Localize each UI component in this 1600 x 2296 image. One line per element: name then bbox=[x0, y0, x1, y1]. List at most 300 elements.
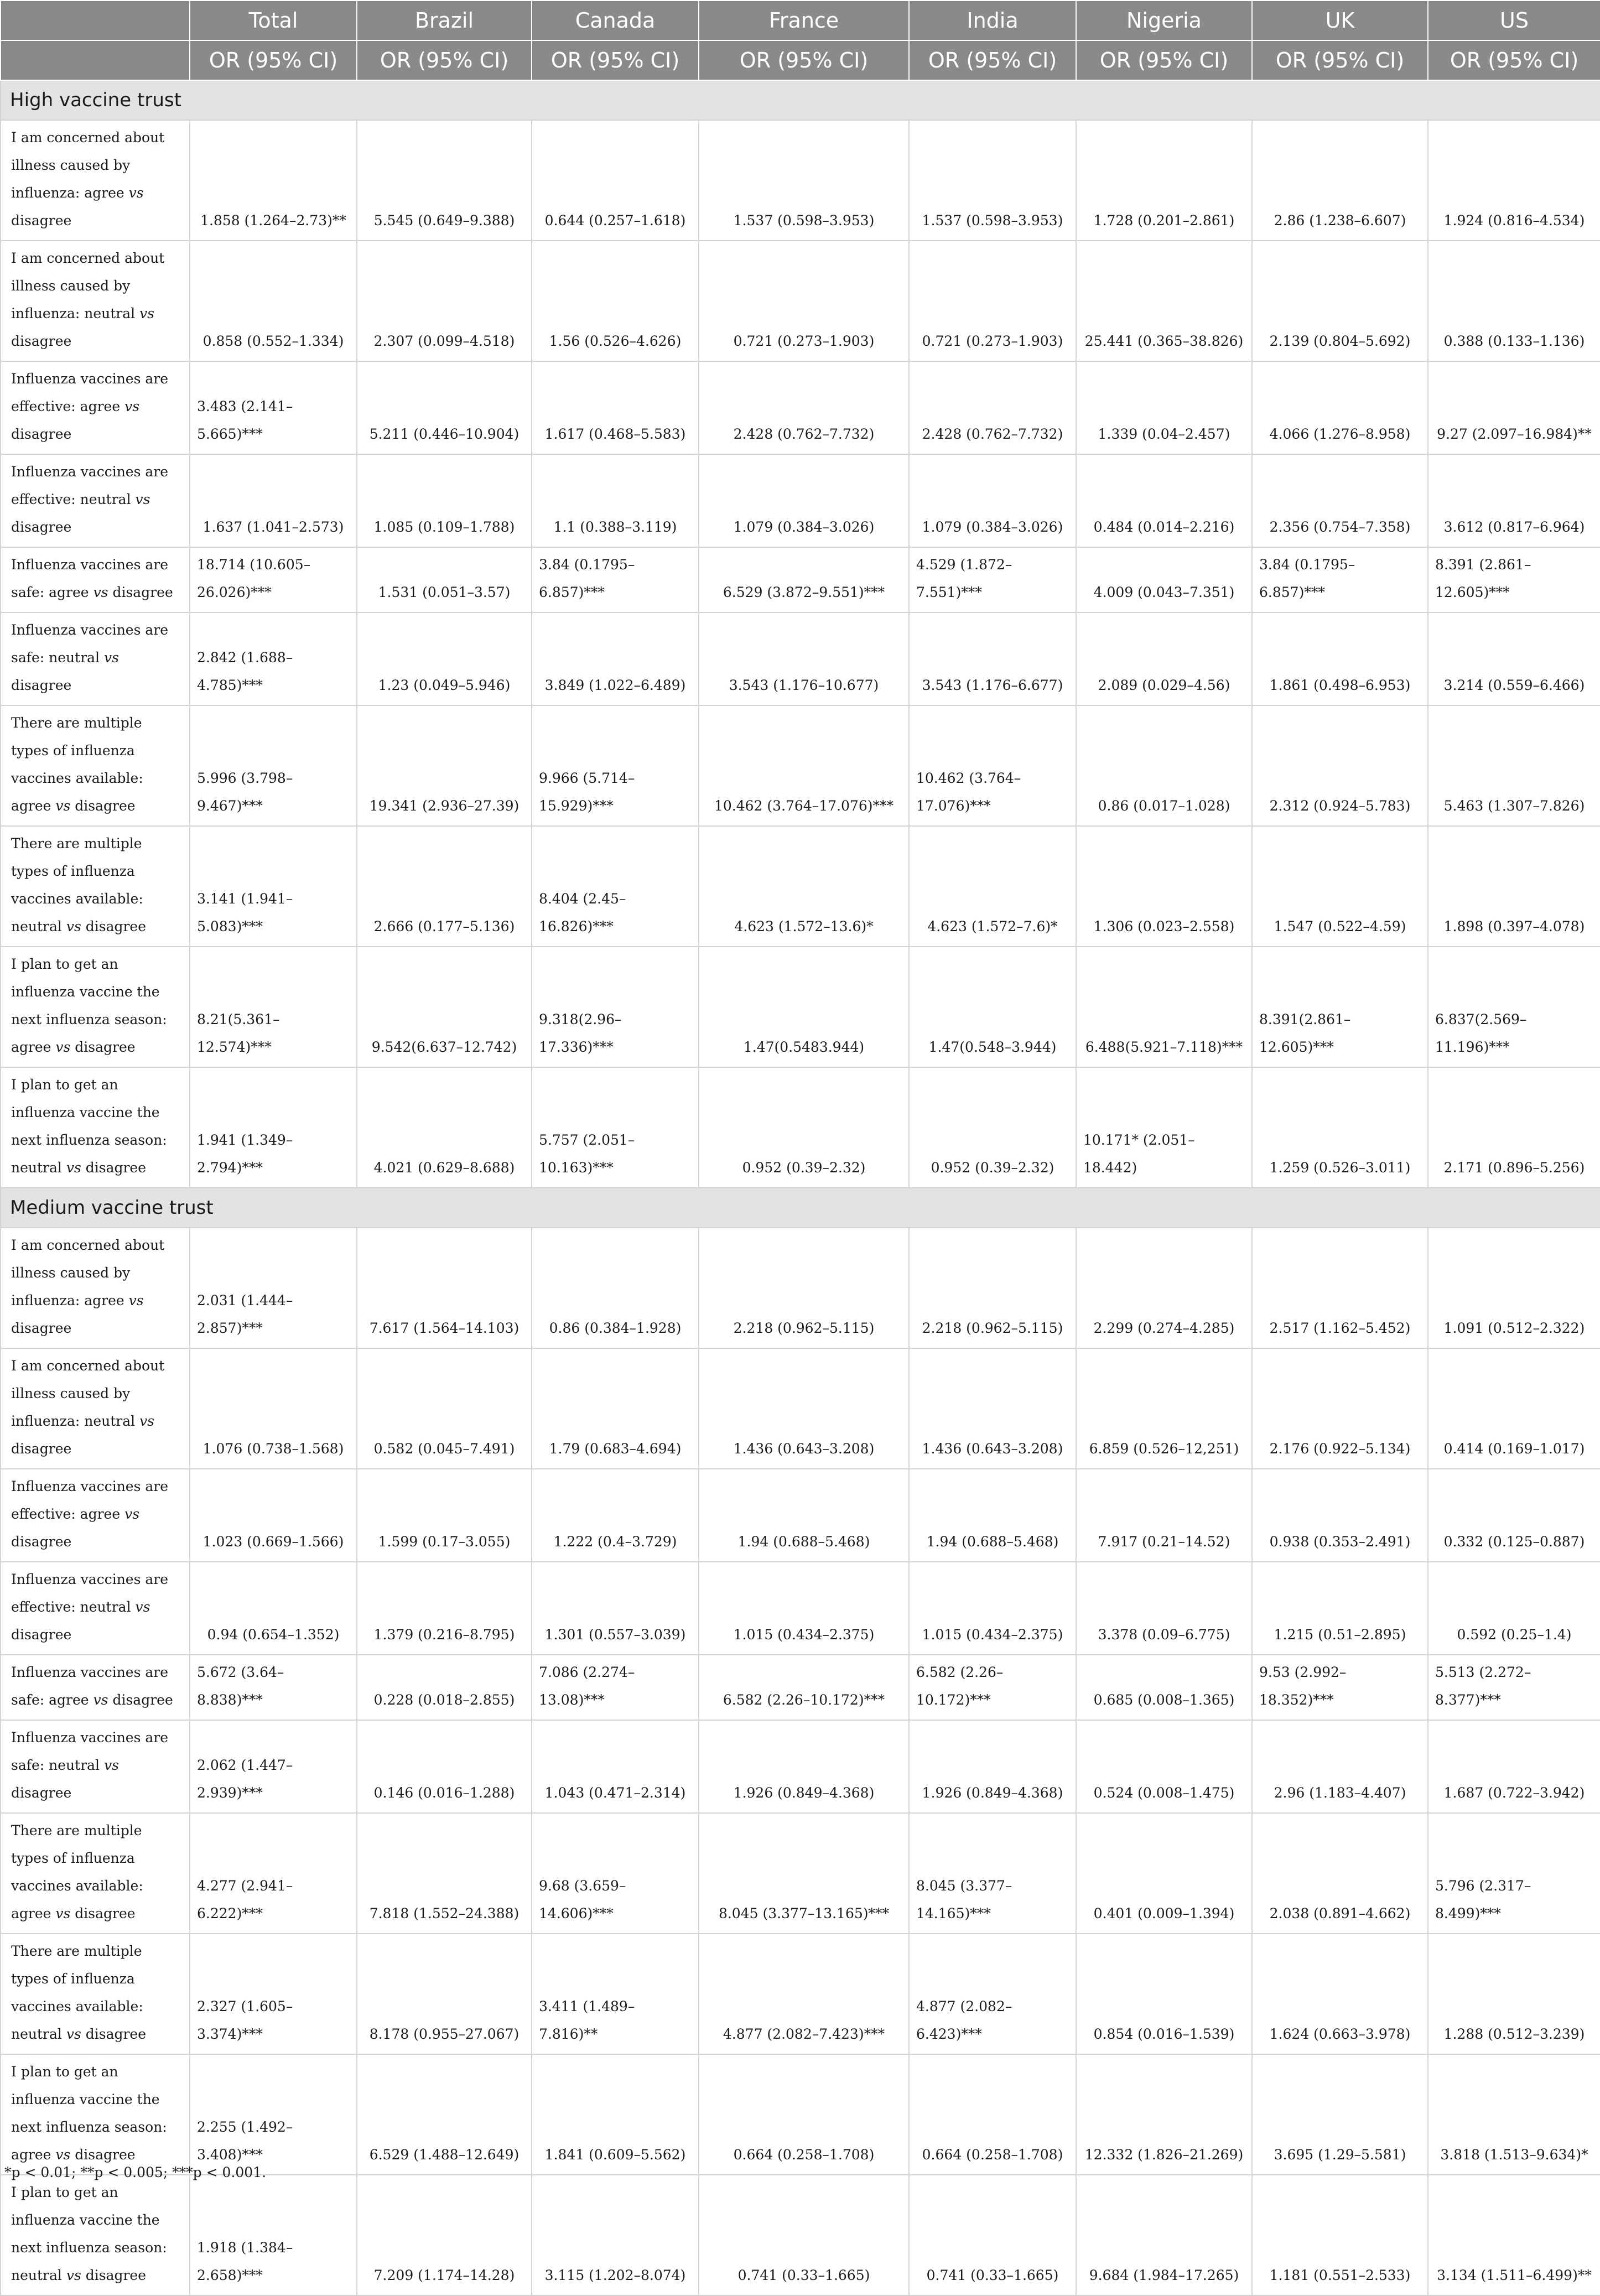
odds-ratio-value: 1.56 (0.526–4.626) bbox=[549, 333, 682, 349]
odds-ratio-value: 0.582 (0.045–7.491) bbox=[373, 1441, 515, 1457]
table-cell bbox=[909, 705, 1076, 826]
odds-ratio-value: 2.139 (0.804–5.692) bbox=[1269, 333, 1411, 349]
table-cell bbox=[357, 1228, 532, 1348]
row-label: Influenza vaccines are effective: agree vs disagree bbox=[1, 361, 190, 454]
vs-italic: vs bbox=[66, 1160, 81, 1176]
odds-ratio-value: 4.021 (0.629–8.688) bbox=[373, 1160, 515, 1176]
row-label: There are multiple types of influenza vaccines available: agree vs disagree bbox=[1, 1813, 190, 1934]
odds-ratio-value: 0.146 (0.016–1.288) bbox=[373, 1785, 515, 1801]
odds-ratio-value: 9.27 (2.097–16.984)** bbox=[1437, 426, 1592, 442]
table-cell bbox=[909, 1562, 1076, 1655]
odds-ratio-value: 5.513 (2.272–8.377)*** bbox=[1435, 1664, 1531, 1708]
odds-ratio-value: 7.917 (0.21–14.52) bbox=[1098, 1534, 1230, 1550]
table-cell bbox=[1076, 947, 1252, 1067]
table-cell bbox=[909, 612, 1076, 705]
table-cell bbox=[1252, 241, 1428, 361]
table-cell bbox=[357, 2054, 532, 2175]
vs-italic: vs bbox=[104, 650, 119, 666]
table-cell bbox=[699, 612, 909, 705]
table-cell bbox=[1252, 1469, 1428, 1562]
odds-ratio-value: 1.1 (0.388–3.119) bbox=[553, 519, 677, 535]
odds-ratio-value: 3.483 (2.141–5.665)*** bbox=[197, 398, 293, 442]
table-row bbox=[1, 612, 1600, 705]
row-label: I plan to get an influenza vaccine the next influenza season: neutral vs disagree bbox=[1, 2175, 190, 2295]
row-label: Influenza vaccines are safe: neutral vs disagree bbox=[1, 1720, 190, 1813]
row-label: I plan to get an influenza vaccine the next influenza season: agree vs disagree bbox=[1, 947, 190, 1067]
table-cell bbox=[1252, 947, 1428, 1067]
odds-ratio-value: 4.277 (2.941–6.222)*** bbox=[197, 1878, 293, 1921]
odds-ratio-value: 1.637 (1.041–2.573) bbox=[202, 519, 344, 535]
odds-ratio-value: 0.741 (0.33–1.665) bbox=[737, 2267, 870, 2283]
table-cell bbox=[1076, 826, 1252, 947]
table-cell bbox=[1428, 1228, 1600, 1348]
odds-ratio-value: 4.877 (2.082–6.423)*** bbox=[916, 1998, 1012, 2042]
table-cell bbox=[699, 705, 909, 826]
table-cell bbox=[1076, 612, 1252, 705]
table-cell bbox=[532, 1655, 699, 1720]
table-cell bbox=[699, 826, 909, 947]
table-cell bbox=[1252, 705, 1428, 826]
odds-ratio-value: 1.076 (0.738–1.568) bbox=[202, 1441, 344, 1457]
odds-ratio-value: 1.94 (0.688–5.468) bbox=[737, 1534, 870, 1550]
odds-ratio-value: 0.952 (0.39–2.32) bbox=[931, 1160, 1054, 1176]
odds-ratio-value: 9.53 (2.992–18.352)*** bbox=[1259, 1664, 1347, 1708]
odds-ratio-value: 8.404 (2.45–16.826)*** bbox=[539, 891, 626, 934]
odds-ratio-value: 1.924 (0.816–4.534) bbox=[1443, 212, 1585, 228]
table-row bbox=[1, 361, 1600, 454]
odds-ratio-value: 0.721 (0.273–1.903) bbox=[922, 333, 1063, 349]
odds-ratio-value: 6.582 (2.26–10.172)*** bbox=[916, 1664, 1004, 1708]
table-cell bbox=[1428, 454, 1600, 547]
odds-ratio-value: 1.339 (0.04–2.457) bbox=[1098, 426, 1230, 442]
odds-ratio-value: 1.085 (0.109–1.788) bbox=[373, 519, 515, 535]
odds-ratio-value: 0.401 (0.009–1.394) bbox=[1093, 1905, 1235, 1921]
table-cell bbox=[1252, 826, 1428, 947]
table-cell bbox=[909, 1934, 1076, 2054]
table-cell bbox=[357, 1348, 532, 1469]
table-cell bbox=[532, 1469, 699, 1562]
odds-ratio-value: 5.545 (0.649–9.388) bbox=[373, 212, 515, 228]
column-header: Canada bbox=[532, 1, 699, 40]
odds-ratio-value: 1.94 (0.688–5.468) bbox=[926, 1534, 1059, 1550]
odds-ratio-value: 1.926 (0.849–4.368) bbox=[733, 1785, 875, 1801]
odds-ratio-value: 4.623 (1.572–13.6)* bbox=[734, 918, 874, 934]
odds-ratio-value: 0.685 (0.008–1.365) bbox=[1093, 1692, 1235, 1708]
table-cell bbox=[699, 120, 909, 241]
significance-footnote: *p < 0.01; **p < 0.005; ***p < 0.001. bbox=[4, 2164, 267, 2180]
table-cell bbox=[1252, 1655, 1428, 1720]
odds-ratio-value: 0.388 (0.133–1.136) bbox=[1443, 333, 1585, 349]
odds-ratio-value: 25.441 (0.365–38.826) bbox=[1084, 333, 1244, 349]
table-cell bbox=[909, 1067, 1076, 1188]
odds-ratio-value: 4.009 (0.043–7.351) bbox=[1093, 584, 1235, 600]
vs-italic: vs bbox=[66, 2026, 81, 2042]
odds-ratio-value: 2.176 (0.922–5.134) bbox=[1269, 1441, 1411, 1457]
odds-ratio-value: 1.537 (0.598–3.953) bbox=[922, 212, 1063, 228]
odds-ratio-value: 3.134 (1.511–6.499)** bbox=[1437, 2267, 1592, 2283]
vs-italic: vs bbox=[128, 1292, 144, 1308]
odds-ratio-value: 5.672 (3.64–8.838)*** bbox=[197, 1664, 284, 1708]
table-cell bbox=[909, 2054, 1076, 2175]
odds-ratio-value: 9.68 (3.659–14.606)*** bbox=[539, 1878, 626, 1921]
table-cell bbox=[532, 454, 699, 547]
odds-ratio-value: 0.644 (0.257–1.618) bbox=[544, 212, 686, 228]
table-row bbox=[1, 1720, 1600, 1813]
table-cell bbox=[190, 241, 357, 361]
table-cell bbox=[699, 1934, 909, 2054]
odds-ratio-value: 7.209 (1.174–14.28) bbox=[373, 2267, 515, 2283]
table-cell bbox=[190, 1655, 357, 1720]
column-header: OR (95% CI) bbox=[190, 40, 357, 80]
table-cell bbox=[699, 1720, 909, 1813]
table-cell bbox=[1252, 120, 1428, 241]
vs-italic: vs bbox=[66, 2267, 81, 2283]
table-cell bbox=[699, 1348, 909, 1469]
odds-ratio-value: 3.141 (1.941–5.083)*** bbox=[197, 891, 293, 934]
odds-ratio-value: 2.327 (1.605–3.374)*** bbox=[197, 1998, 293, 2042]
odds-ratio-value: 2.96 (1.183–4.407) bbox=[1274, 1785, 1406, 1801]
odds-ratio-value: 1.687 (0.722–3.942) bbox=[1443, 1785, 1585, 1801]
row-label: I am concerned about illness caused by influenza: neutral vs disagree bbox=[1, 241, 190, 361]
table-cell bbox=[1076, 1934, 1252, 2054]
odds-ratio-value: 2.218 (0.962–5.115) bbox=[922, 1320, 1063, 1336]
table-cell bbox=[1252, 1067, 1428, 1188]
table-cell bbox=[190, 2054, 357, 2175]
column-header: Total bbox=[190, 1, 357, 40]
odds-ratio-value: 6.837(2.569–11.196)*** bbox=[1435, 1011, 1527, 1055]
table-cell bbox=[909, 454, 1076, 547]
table-cell bbox=[1076, 1562, 1252, 1655]
odds-ratio-value: 1.436 (0.643–3.208) bbox=[733, 1441, 875, 1457]
table-row bbox=[1, 705, 1600, 826]
table-cell bbox=[190, 1934, 357, 2054]
odds-ratio-value: 2.356 (0.754–7.358) bbox=[1269, 519, 1411, 535]
odds-ratio-value: 6.529 (3.872–9.551)*** bbox=[723, 584, 885, 600]
row-label: Influenza vaccines are safe: neutral vs disagree bbox=[1, 612, 190, 705]
table-cell bbox=[532, 547, 699, 612]
odds-ratio-value: 6.488(5.921–7.118)*** bbox=[1085, 1039, 1243, 1055]
table-cell bbox=[357, 241, 532, 361]
odds-ratio-value: 8.178 (0.955–27.067) bbox=[369, 2026, 520, 2042]
row-label: I am concerned about illness caused by influenza: neutral vs disagree bbox=[1, 1348, 190, 1469]
odds-ratio-value: 3.849 (1.022–6.489) bbox=[544, 677, 686, 693]
odds-ratio-value: 2.307 (0.099–4.518) bbox=[373, 333, 515, 349]
table-cell bbox=[699, 1228, 909, 1348]
odds-ratio-value: 5.796 (2.317–8.499)*** bbox=[1435, 1878, 1531, 1921]
table-cell bbox=[909, 1813, 1076, 1934]
table-cell bbox=[532, 1562, 699, 1655]
table-cell bbox=[1076, 1469, 1252, 1562]
header-row2 bbox=[1, 40, 1600, 80]
table-row bbox=[1, 547, 1600, 612]
vs-italic: vs bbox=[124, 398, 140, 414]
odds-ratio-value: 5.211 (0.446–10.904) bbox=[369, 426, 520, 442]
odds-ratio-value: 12.332 (1.826–21.269) bbox=[1084, 2147, 1244, 2163]
table-cell bbox=[1252, 547, 1428, 612]
odds-ratio-value: 1.79 (0.683–4.694) bbox=[549, 1441, 682, 1457]
table-cell bbox=[699, 1655, 909, 1720]
odds-ratio-value: 10.462 (3.764–17.076)*** bbox=[714, 798, 893, 814]
table-cell bbox=[909, 1228, 1076, 1348]
table-cell bbox=[909, 241, 1076, 361]
table-cell bbox=[1076, 454, 1252, 547]
table-cell bbox=[1076, 1228, 1252, 1348]
odds-ratio-value: 1.841 (0.609–5.562) bbox=[544, 2147, 686, 2163]
table-row bbox=[1, 1348, 1600, 1469]
odds-ratio-value: 4.529 (1.872–7.551)*** bbox=[916, 557, 1012, 600]
table-cell bbox=[699, 454, 909, 547]
table-cell bbox=[909, 826, 1076, 947]
odds-ratio-value: 2.218 (0.962–5.115) bbox=[733, 1320, 875, 1336]
row-label: Influenza vaccines are effective: neutral vs disagree bbox=[1, 454, 190, 547]
odds-ratio-value: 6.582 (2.26–10.172)*** bbox=[723, 1692, 885, 1708]
table-cell bbox=[1428, 361, 1600, 454]
odds-ratio-value: 0.228 (0.018–2.855) bbox=[373, 1692, 515, 1708]
table-cell bbox=[190, 454, 357, 547]
table-cell bbox=[909, 1469, 1076, 1562]
table-row bbox=[1, 1469, 1600, 1562]
odds-ratio-value: 1.926 (0.849–4.368) bbox=[922, 1785, 1063, 1801]
table-cell bbox=[532, 947, 699, 1067]
odds-ratio-value: 2.038 (0.891–4.662) bbox=[1269, 1905, 1411, 1921]
table-cell bbox=[532, 826, 699, 947]
section-row bbox=[1, 80, 1600, 120]
table-cell bbox=[1428, 547, 1600, 612]
odds-ratio-value: 1.23 (0.049–5.946) bbox=[378, 677, 511, 693]
odds-ratio-value: 4.066 (1.276–8.958) bbox=[1269, 426, 1411, 442]
section-title: High vaccine trust bbox=[1, 80, 1600, 120]
table-row bbox=[1, 454, 1600, 547]
table-cell bbox=[1252, 361, 1428, 454]
table-cell bbox=[699, 547, 909, 612]
column-header: OR (95% CI) bbox=[357, 40, 532, 80]
table-cell bbox=[190, 1720, 357, 1813]
table-cell bbox=[1252, 2054, 1428, 2175]
vs-italic: vs bbox=[135, 491, 150, 507]
table-cell bbox=[699, 1067, 909, 1188]
odds-ratio-value: 1.617 (0.468–5.583) bbox=[544, 426, 686, 442]
row-label: There are multiple types of influenza vaccines available: agree vs disagree bbox=[1, 705, 190, 826]
table-cell bbox=[190, 612, 357, 705]
table-row bbox=[1, 1655, 1600, 1720]
odds-ratio-value: 10.462 (3.764–17.076)*** bbox=[916, 770, 1021, 814]
odds-ratio-value: 8.045 (3.377–13.165)*** bbox=[718, 1905, 890, 1921]
table-cell bbox=[357, 1469, 532, 1562]
odds-ratio-value: 9.542(6.637–12.742) bbox=[371, 1039, 517, 1055]
table-cell bbox=[532, 612, 699, 705]
table-cell bbox=[1428, 241, 1600, 361]
odds-ratio-value: 5.757 (2.051–10.163)*** bbox=[539, 1132, 635, 1176]
table-row bbox=[1, 2175, 1600, 2295]
table-cell bbox=[1428, 1813, 1600, 1934]
vs-italic: vs bbox=[55, 1905, 71, 1921]
row-label: There are multiple types of influenza vaccines available: neutral vs disagree bbox=[1, 1934, 190, 2054]
odds-ratio-value: 2.255 (1.492–3.408)*** bbox=[197, 2119, 293, 2163]
odds-ratio-value: 3.543 (1.176–6.677) bbox=[922, 677, 1063, 693]
table-row bbox=[1, 826, 1600, 947]
table-cell bbox=[699, 947, 909, 1067]
table-cell bbox=[1428, 1562, 1600, 1655]
odds-ratio-value: 2.299 (0.274–4.285) bbox=[1093, 1320, 1235, 1336]
table-cell bbox=[1076, 120, 1252, 241]
odds-ratio-value: 0.858 (0.552–1.334) bbox=[202, 333, 344, 349]
odds-ratio-value: 1.624 (0.663–3.978) bbox=[1269, 2026, 1411, 2042]
odds-ratio-value: 0.741 (0.33–1.665) bbox=[926, 2267, 1059, 2283]
table-cell bbox=[1428, 1655, 1600, 1720]
odds-ratio-value: 3.84 (0.1795–6.857)*** bbox=[539, 557, 635, 600]
odds-ratio-value: 1.181 (0.551–2.533) bbox=[1269, 2267, 1411, 2283]
odds-ratio-value: 2.062 (1.447–2.939)*** bbox=[197, 1757, 293, 1801]
table-cell bbox=[1252, 1934, 1428, 2054]
vs-italic: vs bbox=[124, 1506, 140, 1522]
vs-italic: vs bbox=[55, 1039, 71, 1055]
odds-ratio-value: 7.086 (2.274–13.08)*** bbox=[539, 1664, 635, 1708]
table-cell bbox=[532, 241, 699, 361]
section-title: Medium vaccine trust bbox=[1, 1188, 1600, 1228]
table-cell bbox=[190, 826, 357, 947]
table-cell bbox=[699, 2054, 909, 2175]
table-cell bbox=[1076, 1348, 1252, 1469]
column-header: India bbox=[909, 1, 1076, 40]
odds-ratio-value: 5.996 (3.798–9.467)*** bbox=[197, 770, 293, 814]
table-cell bbox=[1428, 1720, 1600, 1813]
table-cell bbox=[190, 120, 357, 241]
odds-ratio-value: 10.171* (2.051–18.442) bbox=[1083, 1132, 1195, 1176]
table-cell bbox=[357, 1655, 532, 1720]
row-label: Influenza vaccines are effective: agree vs disagree bbox=[1, 1469, 190, 1562]
vs-italic: vs bbox=[139, 1413, 155, 1429]
table-cell bbox=[190, 1469, 357, 1562]
table-cell bbox=[1428, 2054, 1600, 2175]
odds-ratio-value: 0.86 (0.384–1.928) bbox=[549, 1320, 682, 1336]
odds-ratio-value: 1.306 (0.023–2.558) bbox=[1093, 918, 1235, 934]
odds-ratio-value: 19.341 (2.936–27.39) bbox=[369, 798, 520, 814]
table-cell bbox=[1252, 2175, 1428, 2295]
odds-ratio-value: 1.215 (0.51–2.895) bbox=[1274, 1627, 1406, 1643]
odds-ratio-value: 2.171 (0.896–5.256) bbox=[1443, 1160, 1585, 1176]
table-cell bbox=[357, 612, 532, 705]
column-header: Brazil bbox=[357, 1, 532, 40]
odds-ratio-value: 6.529 (1.488–12.649) bbox=[369, 2147, 520, 2163]
table-cell bbox=[532, 1720, 699, 1813]
odds-ratio-value: 1.301 (0.557–3.039) bbox=[544, 1627, 686, 1643]
odds-ratio-value: 2.842 (1.688–4.785)*** bbox=[197, 650, 293, 693]
table-cell bbox=[1428, 1067, 1600, 1188]
table-cell bbox=[1076, 547, 1252, 612]
table-cell bbox=[1252, 1348, 1428, 1469]
table-cell bbox=[357, 454, 532, 547]
odds-ratio-value: 0.938 (0.353–2.491) bbox=[1269, 1534, 1411, 1550]
table-row bbox=[1, 1562, 1600, 1655]
odds-ratio-value: 1.918 (1.384–2.658)*** bbox=[197, 2240, 293, 2283]
table-cell bbox=[532, 1348, 699, 1469]
table-cell bbox=[909, 1655, 1076, 1720]
table-cell bbox=[1428, 120, 1600, 241]
table-cell bbox=[190, 1813, 357, 1934]
odds-ratio-value: 2.089 (0.029–4.56) bbox=[1098, 677, 1230, 693]
vs-italic: vs bbox=[93, 1692, 108, 1708]
table-cell bbox=[532, 2175, 699, 2295]
odds-ratio-value: 1.531 (0.051–3.57) bbox=[378, 584, 511, 600]
odds-ratio-value: 5.463 (1.307–7.826) bbox=[1443, 798, 1585, 814]
odds-ratio-value: 3.411 (1.489–7.816)** bbox=[539, 1998, 635, 2042]
table-cell bbox=[1252, 612, 1428, 705]
odds-ratio-value: 0.484 (0.014–2.216) bbox=[1093, 519, 1235, 535]
odds-ratio-value: 1.079 (0.384–3.026) bbox=[922, 519, 1063, 535]
table-cell bbox=[1076, 2175, 1252, 2295]
column-header: Nigeria bbox=[1076, 1, 1252, 40]
odds-ratio-value: 0.664 (0.258–1.708) bbox=[733, 2147, 875, 2163]
odds-ratio-value: 1.861 (0.498–6.953) bbox=[1269, 677, 1411, 693]
table-cell bbox=[357, 2175, 532, 2295]
column-header: OR (95% CI) bbox=[699, 40, 909, 80]
table-cell bbox=[190, 1228, 357, 1348]
odds-ratio-value: 1.091 (0.512–2.322) bbox=[1443, 1320, 1585, 1336]
odds-ratio-value: 0.664 (0.258–1.708) bbox=[922, 2147, 1063, 2163]
odds-ratio-value: 1.537 (0.598–3.953) bbox=[733, 212, 875, 228]
odds-ratio-value: 1.288 (0.512–3.239) bbox=[1443, 2026, 1585, 2042]
odds-ratio-value: 1.015 (0.434–2.375) bbox=[922, 1627, 1063, 1643]
table-cell bbox=[699, 241, 909, 361]
odds-ratio-value: 6.859 (0.526–12,251) bbox=[1089, 1441, 1239, 1457]
table-cell bbox=[357, 361, 532, 454]
table-cell bbox=[1428, 947, 1600, 1067]
odds-ratio-value: 2.86 (1.238–6.607) bbox=[1274, 212, 1406, 228]
odds-ratio-value: 7.818 (1.552–24.388) bbox=[369, 1905, 520, 1921]
table-cell bbox=[357, 947, 532, 1067]
row-label: I am concerned about illness caused by influenza: agree vs disagree bbox=[1, 1228, 190, 1348]
odds-ratio-value: 8.045 (3.377–14.165)*** bbox=[916, 1878, 1012, 1921]
table-row bbox=[1, 120, 1600, 241]
odds-ratio-value: 1.898 (0.397–4.078) bbox=[1443, 918, 1585, 934]
odds-ratio-value: 3.818 (1.513–9.634)* bbox=[1440, 2147, 1588, 2163]
odds-ratio-value: 1.599 (0.17–3.055) bbox=[378, 1534, 511, 1550]
header-corner-cell bbox=[1, 40, 190, 80]
column-header: OR (95% CI) bbox=[909, 40, 1076, 80]
table-row bbox=[1, 1934, 1600, 2054]
header-corner-cell bbox=[1, 1, 190, 40]
table-cell bbox=[699, 1469, 909, 1562]
table-cell bbox=[1428, 612, 1600, 705]
column-header: UK bbox=[1252, 1, 1428, 40]
table-cell bbox=[1076, 1067, 1252, 1188]
odds-ratio-value: 1.079 (0.384–3.026) bbox=[733, 519, 875, 535]
table-cell bbox=[1076, 241, 1252, 361]
table-cell bbox=[909, 547, 1076, 612]
table-row bbox=[1, 1067, 1600, 1188]
table-cell bbox=[1428, 2175, 1600, 2295]
odds-ratio-value: 3.378 (0.09–6.775) bbox=[1098, 1627, 1230, 1643]
odds-ratio-value: 8.391(2.861–12.605)*** bbox=[1259, 1011, 1351, 1055]
odds-ratio-value: 1.941 (1.349–2.794)*** bbox=[197, 1132, 293, 1176]
column-header: US bbox=[1428, 1, 1600, 40]
odds-ratio-value: 1.043 (0.471–2.314) bbox=[544, 1785, 686, 1801]
odds-ratio-value: 9.318(2.96–17.336)*** bbox=[539, 1011, 622, 1055]
vs-italic: vs bbox=[66, 918, 81, 934]
table-cell bbox=[190, 547, 357, 612]
odds-ratio-value: 1.259 (0.526–3.011) bbox=[1269, 1160, 1411, 1176]
section-row bbox=[1, 1188, 1600, 1228]
table-cell bbox=[1252, 1813, 1428, 1934]
table-cell bbox=[1252, 1228, 1428, 1348]
table-cell bbox=[357, 1934, 532, 2054]
table-row bbox=[1, 241, 1600, 361]
column-header: OR (95% CI) bbox=[1252, 40, 1428, 80]
table-cell bbox=[532, 1228, 699, 1348]
table-cell bbox=[190, 705, 357, 826]
vs-italic: vs bbox=[135, 1599, 150, 1615]
row-label: I am concerned about illness caused by influenza: agree vs disagree bbox=[1, 120, 190, 241]
